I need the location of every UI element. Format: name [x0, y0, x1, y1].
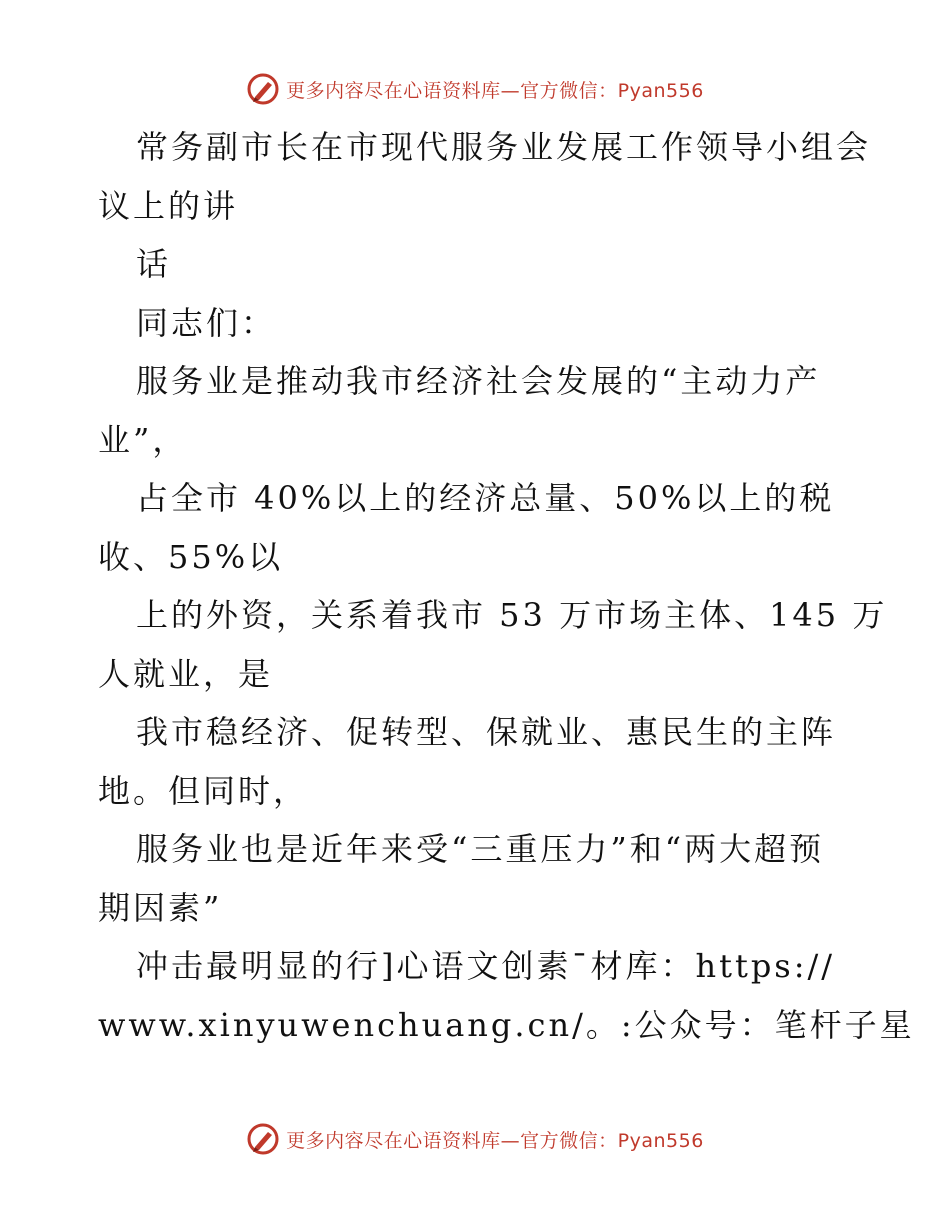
text-line: 占全市 40%以上的经济总量、50%以上的税 [136, 479, 835, 517]
text-line: 期因素” [98, 888, 223, 927]
text-line: 地。但同时， [98, 771, 309, 810]
pen-logo-icon [246, 1122, 280, 1156]
text-line: 议上的讲 [98, 186, 239, 225]
banner-text: 更多内容尽在心语资料库—官方微信：Pyan556 [286, 79, 704, 102]
text-line: 业”， [98, 420, 188, 459]
banner-text: 更多内容尽在心语资料库—官方微信：Pyan556 [286, 1129, 704, 1152]
pen-logo-icon [246, 72, 280, 106]
text-line: 人就业，是 [98, 654, 274, 693]
text-line: 同志们： [136, 303, 277, 342]
text-line: 上的外资，关系着我市 53 万市场主体、145 万 [136, 596, 888, 634]
text-line: 服务业是推动我市经济社会发展的“主动力产 [136, 362, 821, 400]
text-line: 我市稳经济、促转型、保就业、惠民生的主阵 [136, 713, 837, 751]
text-line: 收、55%以 [98, 537, 284, 576]
text-line: www.xinyuwenchuang.cn/。:公众号：笔杆子星 [98, 1005, 915, 1044]
text-line: 冲击最明显的行]心语文创素¯材库：https:// [136, 947, 836, 985]
document-body [98, 118, 915, 1054]
text-line: 服务业也是近年来受“三重压力”和“两大超预 [136, 830, 825, 868]
text-line: 常务副市长在市现代服务业发展工作领导小组会 [136, 128, 872, 166]
text-line: 话 [136, 245, 172, 283]
footer-banner [0, 1122, 950, 1156]
header-banner [0, 72, 950, 106]
